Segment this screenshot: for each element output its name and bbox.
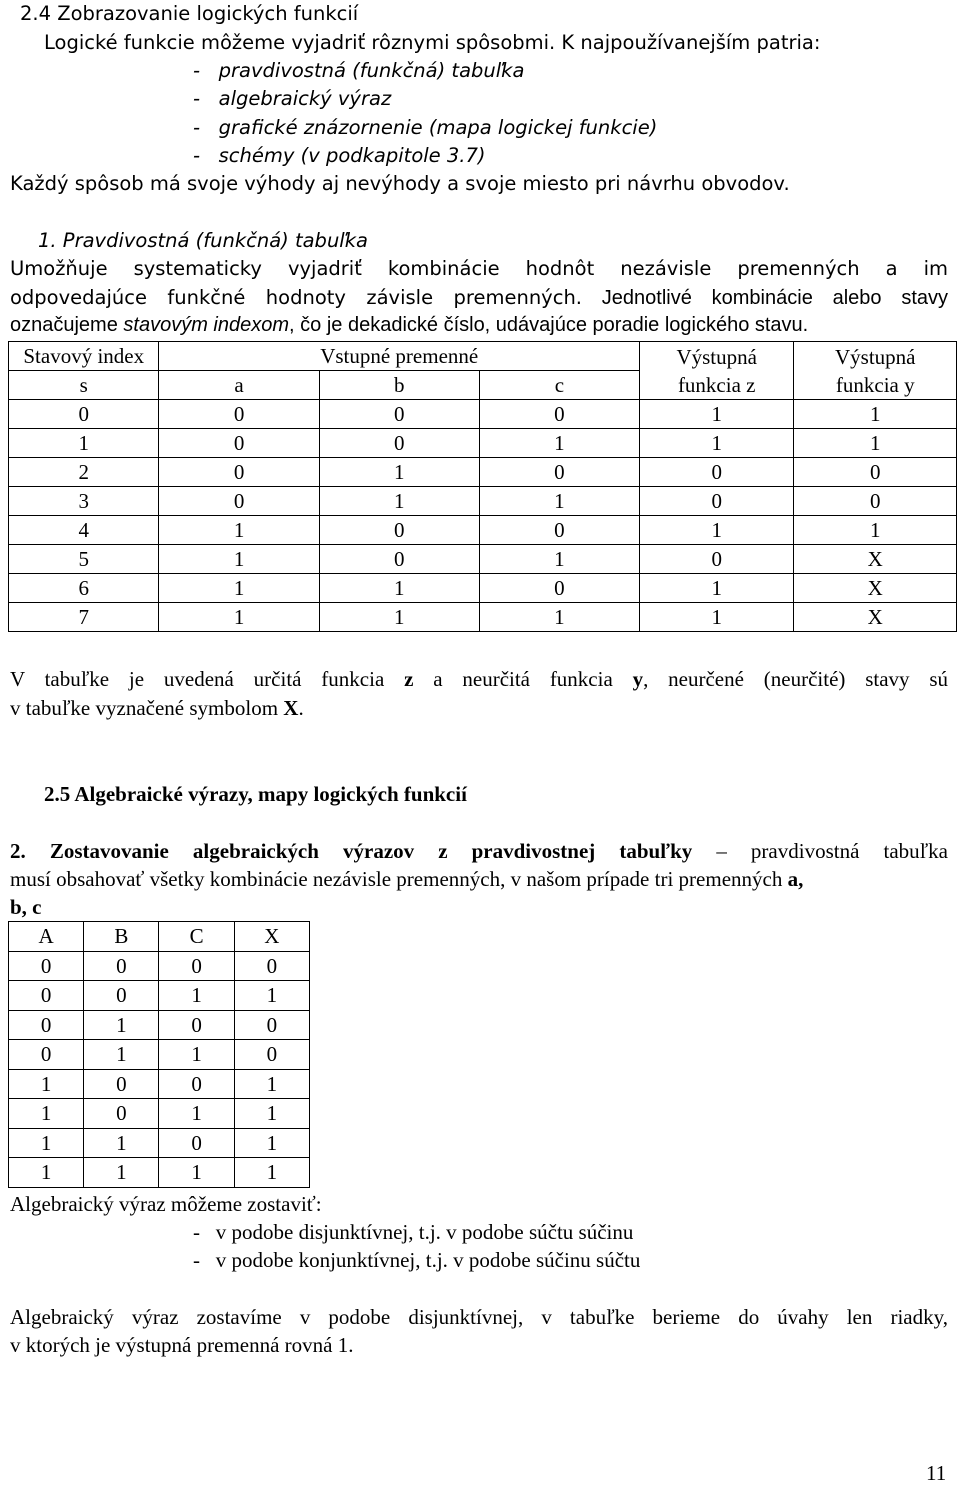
table-cell: 1 [9, 1158, 84, 1188]
table-cell: 0 [479, 400, 639, 429]
table-cell: 1 [479, 429, 639, 458]
header-text: funkcia z [677, 372, 756, 397]
table-cell: 0 [9, 400, 159, 429]
list-item-text: grafické znázornenie (mapa logickej funkcie) [218, 116, 658, 139]
table-cell: 1 [234, 1128, 309, 1158]
text-span: v tabuľke vyznačené symbolom [10, 696, 284, 720]
intro-text: Logické funkcie môžeme vyjadriť rôznymi spôsobmi. K najpoužívanejším patria: [44, 31, 821, 54]
truth-table-abc [8, 921, 310, 1188]
header-text: Výstupná [676, 344, 757, 369]
table-cell: 1 [639, 574, 794, 603]
table-cell: 0 [319, 400, 479, 429]
table-cell: 0 [639, 487, 794, 516]
table-row [9, 603, 957, 632]
table-cell: 1 [234, 1158, 309, 1188]
list-item-text: schémy (v podkapitole 3.7) [218, 144, 486, 167]
subsection-title: 1. Pravdivostná (funkčná) tabuľka [38, 229, 368, 252]
table-cell: 0 [159, 951, 234, 981]
table-cell: 0 [479, 574, 639, 603]
table-row [9, 574, 957, 603]
table-cell: 1 [639, 603, 794, 632]
text-span: odpovedajúce funkčné hodnoty závisle premenných. [10, 286, 583, 309]
table-row [9, 951, 310, 981]
section-heading: 2.4 Zobrazovanie logických funkcií [20, 2, 359, 25]
table-cell: 0 [9, 1040, 84, 1070]
table-cell: 1 [9, 429, 159, 458]
text-span: V tabuľke je uvedená určitá funkcia [10, 667, 405, 691]
table-cell: 1 [159, 545, 319, 574]
table-cell: 0 [479, 458, 639, 487]
table-cell: 0 [479, 516, 639, 545]
header-cell: b [319, 371, 479, 400]
table-cell: 5 [9, 545, 159, 574]
table-cell: 1 [479, 603, 639, 632]
header-cell: C [159, 922, 234, 952]
text-span-bold: a, [787, 867, 804, 891]
table-row [9, 1099, 310, 1129]
header-cell: Stavový index [9, 342, 159, 371]
table-cell: 3 [9, 487, 159, 516]
table-row [9, 400, 957, 429]
table-cell: 2 [9, 458, 159, 487]
header-cell: c [479, 371, 639, 400]
table-cell: 1 [159, 574, 319, 603]
table-row [9, 1040, 310, 1070]
table-cell: 1 [319, 574, 479, 603]
table-cell: X [794, 603, 957, 632]
table-cell: 0 [319, 429, 479, 458]
table-header-row [9, 342, 957, 371]
closing-text: Každý spôsob má svoje výhody aj nevýhody a svoje miesto pri návrhu obvodov. [10, 172, 790, 195]
header-cell: B [84, 922, 159, 952]
table-row [9, 1010, 310, 1040]
truth-table [8, 341, 957, 632]
table-header-row [9, 922, 310, 952]
header-cell: s [9, 371, 159, 400]
list-item: - schémy (v podkapitole 3.7) [193, 144, 486, 167]
table-cell: 1 [159, 603, 319, 632]
section-heading: 2.5 Algebraické výrazy, mapy logických funkcií [44, 782, 467, 806]
text-span: musí obsahovať všetky kombinácie nezávisle premenných, v našom prípade tri premenných [10, 867, 788, 891]
table-cell: 1 [319, 487, 479, 516]
table-cell: 0 [159, 400, 319, 429]
table-cell: 1 [794, 429, 957, 458]
table-cell: 0 [9, 981, 84, 1011]
table-cell: 0 [159, 1128, 234, 1158]
table-cell: 1 [234, 1099, 309, 1129]
table-cell: 0 [159, 1010, 234, 1040]
list-item: - grafické znázornenie (mapa logickej funkcie) [193, 116, 658, 139]
paragraph-line: v ktorých je výstupná premenná rovná 1. [10, 1333, 354, 1357]
table-note-line [10, 668, 948, 691]
algebra-intro: Algebraický výraz môžeme zostaviť: [10, 1192, 322, 1216]
table-cell: 0 [159, 1069, 234, 1099]
list-item-text: v podobe disjunktívnej, t.j. v podobe súčtu súčinu [215, 1220, 634, 1244]
table-cell: 7 [9, 603, 159, 632]
text-span: , čo je dekadické číslo, udávajúce poradie logického stavu. [289, 314, 809, 336]
table-cell: 0 [84, 1069, 159, 1099]
table-cell: 1 [84, 1010, 159, 1040]
table-cell: 0 [234, 1040, 309, 1070]
table-cell: 0 [639, 545, 794, 574]
table-cell: 1 [319, 603, 479, 632]
paragraph-line [10, 314, 808, 336]
table-cell: 1 [159, 1158, 234, 1188]
list-item: - v podobe disjunktívnej, t.j. v podobe súčtu súčinu [193, 1220, 634, 1244]
table-cell: 1 [84, 1128, 159, 1158]
table-cell: 0 [319, 516, 479, 545]
table-cell: 1 [234, 1069, 309, 1099]
text-span-bold: X [283, 696, 299, 720]
table-cell: 1 [84, 1040, 159, 1070]
header-cell: a [159, 371, 319, 400]
table-cell: 1 [159, 981, 234, 1011]
table-cell: 1 [639, 429, 794, 458]
table-cell: 0 [159, 487, 319, 516]
table-cell: 0 [9, 1010, 84, 1040]
table-cell: 0 [9, 951, 84, 981]
header-cell: X [234, 922, 309, 952]
table-cell: 0 [794, 487, 957, 516]
list-item-text: algebraický výraz [218, 87, 392, 110]
table-cell: 1 [639, 516, 794, 545]
table-row [9, 516, 957, 545]
table-cell: X [794, 574, 957, 603]
table-cell: 1 [639, 400, 794, 429]
text-span: Jednotlivé kombinácie alebo stavy [582, 287, 949, 309]
text-span-bold: y [632, 667, 644, 691]
header-cell: A [9, 922, 84, 952]
table-cell: X [794, 545, 957, 574]
table-cell: 1 [9, 1128, 84, 1158]
table-cell: 0 [234, 1010, 309, 1040]
text-span: , neurčené (neurčité) stavy sú [643, 667, 949, 691]
text-span-italic: stavovým indexom [123, 314, 290, 336]
table-cell: 0 [639, 458, 794, 487]
table-cell: 4 [9, 516, 159, 545]
table-cell: 1 [159, 1040, 234, 1070]
table-cell: 0 [319, 545, 479, 574]
table-cell: 0 [159, 429, 319, 458]
text-span: . [298, 696, 304, 720]
text-span: – pravdivostná tabuľka [692, 839, 948, 863]
table-cell: 0 [84, 951, 159, 981]
paragraph-line: Umožňuje systematicky vyjadriť kombinácie hodnôt nezávisle premenných a im [10, 257, 948, 280]
paragraph-line: b, c [10, 895, 42, 919]
table-row [9, 1128, 310, 1158]
table-row [9, 458, 957, 487]
list-item-text: v podobe konjunktívnej, t.j. v podobe súčinu súčtu [215, 1248, 641, 1272]
table-cell: 0 [84, 981, 159, 1011]
list-item: - algebraický výraz [193, 87, 392, 110]
table-note-line [10, 697, 304, 720]
page-number: 11 [926, 1461, 947, 1485]
table-row [9, 487, 957, 516]
table-row [9, 981, 310, 1011]
table-cell: 1 [84, 1158, 159, 1188]
text-span-bold: 2. Zostavovanie algebraických výrazov z pravdivostnej tabuľky [10, 839, 693, 863]
table-cell: 0 [159, 458, 319, 487]
table-cell: 6 [9, 574, 159, 603]
table-cell: 1 [479, 545, 639, 574]
table-row [9, 1069, 310, 1099]
text-span-bold: z [404, 667, 414, 691]
paragraph-line [10, 840, 948, 863]
table-cell: 1 [234, 981, 309, 1011]
table-row [9, 429, 957, 458]
table-cell: 1 [794, 400, 957, 429]
table-cell: 1 [9, 1069, 84, 1099]
table-cell: 0 [234, 951, 309, 981]
paragraph-line [10, 868, 803, 891]
table-cell: 1 [159, 516, 319, 545]
table-cell: 1 [319, 458, 479, 487]
header-text: Výstupná [834, 344, 916, 369]
header-text: funkcia y [835, 372, 915, 397]
table-cell: 1 [794, 516, 957, 545]
text-span: a neurčitá funkcia [413, 667, 633, 691]
list-item: - v podobe konjunktívnej, t.j. v podobe súčinu súčtu [193, 1248, 641, 1272]
header-cell [794, 342, 957, 400]
table-cell: 1 [159, 1099, 234, 1129]
paragraph-line [10, 287, 948, 309]
list-item: - pravdivostná (funkčná) tabuľka [193, 59, 525, 82]
list-item-text: pravdivostná (funkčná) tabuľka [218, 59, 525, 82]
table-cell: 1 [9, 1099, 84, 1129]
paragraph-line: Algebraický výraz zostavíme v podobe disjunktívnej, v tabuľke berieme do úvahy len riadky, [10, 1305, 948, 1329]
table-cell: 1 [479, 487, 639, 516]
header-cell [639, 342, 794, 400]
table-row [9, 545, 957, 574]
header-cell: Vstupné premenné [159, 342, 639, 371]
table-row [9, 1158, 310, 1188]
table-cell: 0 [84, 1099, 159, 1129]
table-cell: 0 [794, 458, 957, 487]
text-span: označujeme [10, 314, 124, 336]
